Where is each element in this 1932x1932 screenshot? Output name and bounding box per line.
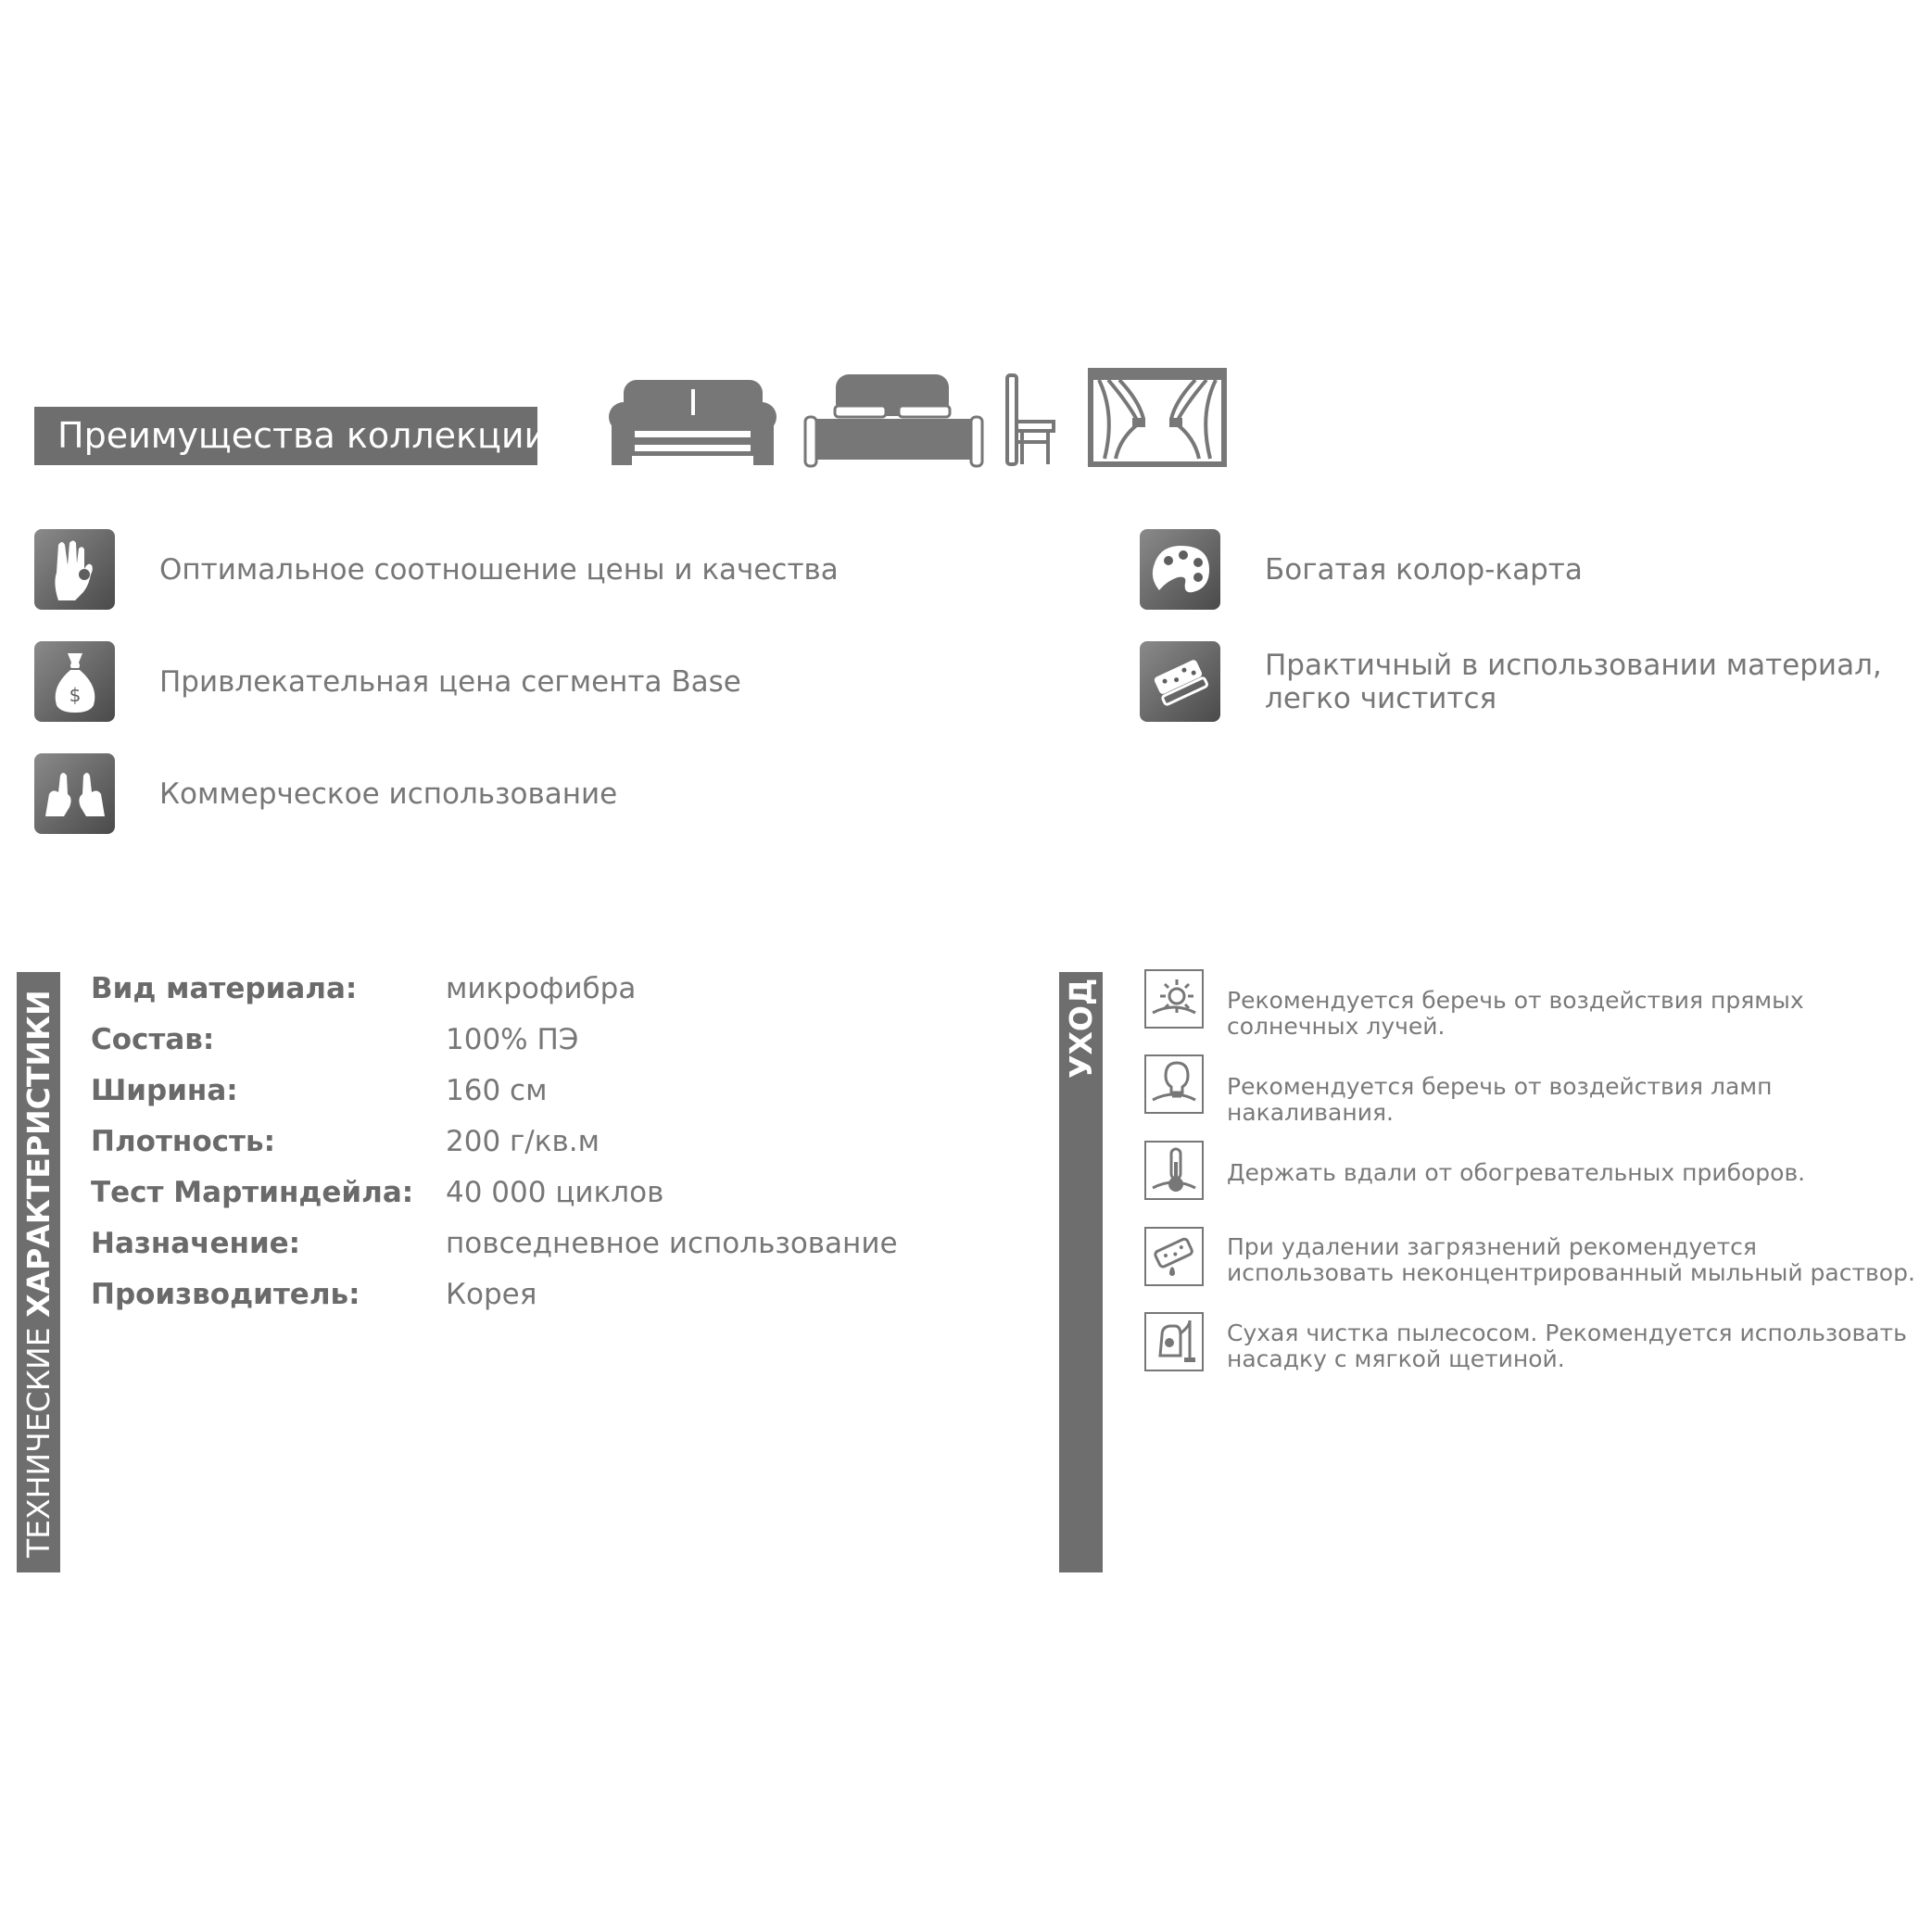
feature-item [34, 641, 741, 722]
feature-text: Практичный в использовании материал, легко чистится [1265, 648, 1882, 715]
light-bulb-icon [1144, 1054, 1204, 1114]
specs-label-light: ТЕХНИЧЕСКИЕ [20, 1327, 57, 1558]
spec-label: Плотность: [91, 1125, 275, 1158]
spec-label: Ширина: [91, 1074, 238, 1107]
feature-text: Привлекательная цена сегмента Base [159, 664, 741, 699]
specs-label-bold: ХАРАКТЕРИСТИКИ [20, 990, 57, 1318]
spec-value: повседневное использование [446, 1227, 898, 1260]
spec-value: 100% ПЭ [446, 1023, 579, 1056]
svg-text:$: $ [69, 683, 81, 706]
spec-value: микрофибра [446, 972, 637, 1005]
sun-icon [1144, 969, 1204, 1029]
feature-item [34, 529, 839, 610]
care-text: При удалении загрязнений рекомендуется использовать неконцентрированный мыльный раствор. [1227, 1233, 1915, 1286]
money-bag-icon [34, 641, 115, 722]
care-text: Держать вдали от обогревательных приборов. [1227, 1159, 1806, 1186]
specs-side-label [17, 972, 60, 1572]
spec-label: Вид материала: [91, 972, 358, 1005]
feature-item [34, 753, 617, 834]
spec-value: 200 г/кв.м [446, 1125, 600, 1158]
feature-text: Оптимальное соотношение цены и качества [159, 552, 839, 587]
collection-advantages-title: Преимущества коллекции [34, 407, 537, 465]
curtains-icon [1088, 368, 1227, 467]
bed-icon [803, 373, 984, 468]
care-label: УХОД [1063, 978, 1099, 1079]
care-side-label [1059, 972, 1103, 1572]
care-text: Сухая чистка пылесосом. Рекомендуется использовать насадку с мягкой щетиной. [1227, 1320, 1907, 1372]
sofa-icon [607, 375, 778, 468]
palette-icon [1140, 529, 1220, 610]
sponge-soap-icon [1144, 1227, 1204, 1286]
spec-label: Состав: [91, 1023, 215, 1056]
handshake-icon [34, 753, 115, 834]
care-text: Рекомендуется беречь от воздействия прямых солнечных лучей. [1227, 987, 1804, 1040]
vacuum-cleaner-icon [1144, 1312, 1204, 1371]
chair-icon [1004, 373, 1057, 466]
spec-label: Тест Мартиндейла: [91, 1176, 414, 1209]
feature-text: Коммерческое использование [159, 777, 618, 811]
ok-hand-icon [34, 529, 115, 610]
spec-label: Производитель: [91, 1278, 360, 1311]
sponge-icon [1140, 641, 1220, 722]
spec-label: Назначение: [91, 1227, 301, 1260]
feature-item [1140, 641, 1932, 722]
spec-value: Корея [446, 1278, 537, 1311]
feature-item [1140, 529, 1583, 610]
thermometer-icon [1144, 1141, 1204, 1200]
spec-value: 40 000 циклов [446, 1176, 664, 1209]
care-text: Рекомендуется беречь от воздействия ламп накаливания. [1227, 1073, 1773, 1126]
feature-text: Богатая колор-карта [1265, 552, 1583, 587]
spec-value: 160 см [446, 1074, 548, 1107]
